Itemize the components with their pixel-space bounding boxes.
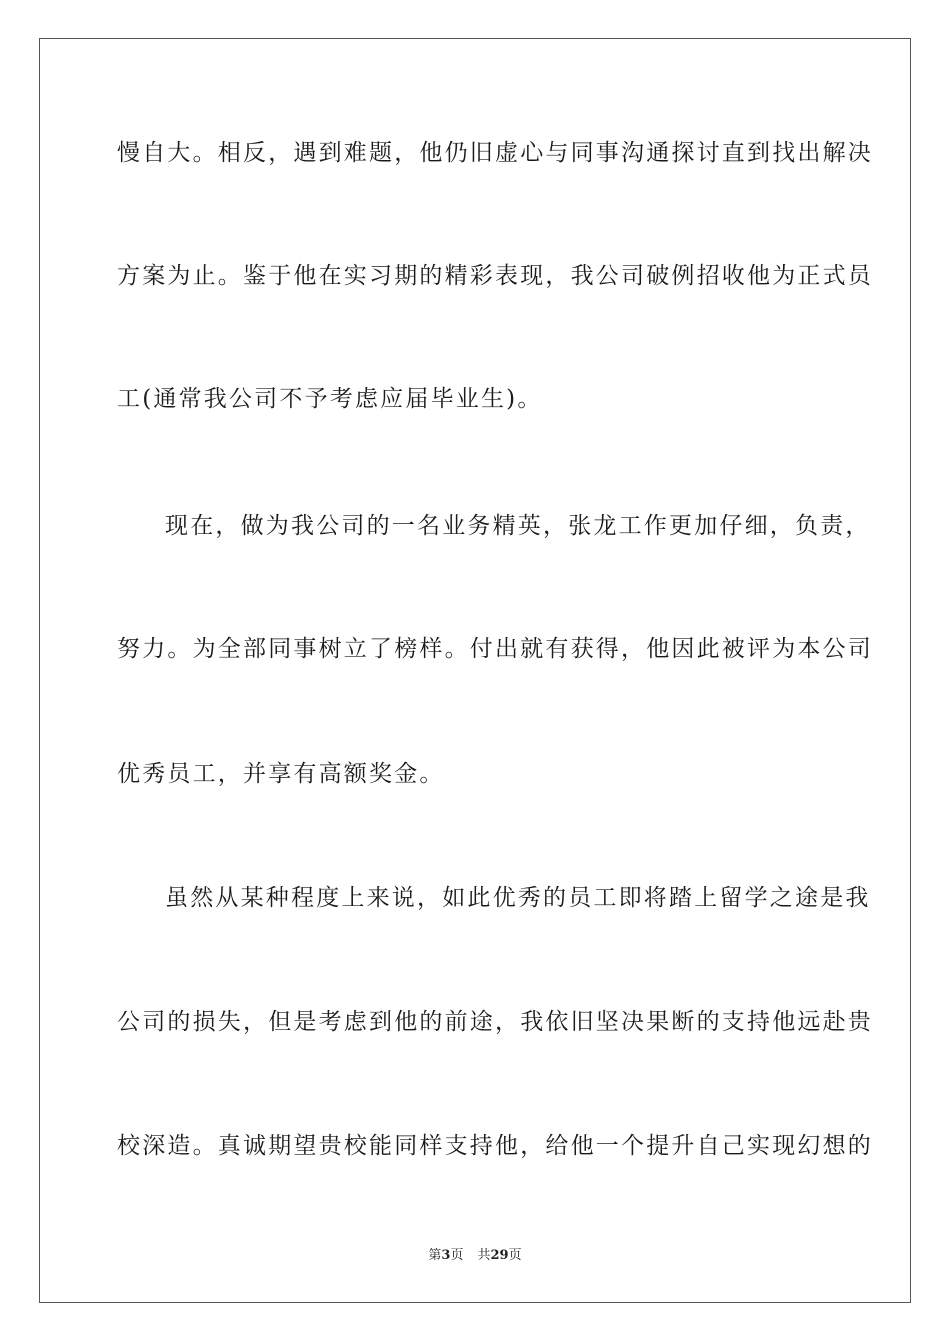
current-page-number: 3 bbox=[441, 1248, 451, 1263]
paragraph-first-line: 虽然从某种程度上来说，如此优秀的员工即将踏上留学之途是我 bbox=[165, 885, 871, 911]
text-line: 校深造。真诚期望贵校能同样支持他，给他一个提升自己实现幻想的 bbox=[117, 1133, 873, 1159]
page-border bbox=[39, 38, 911, 1303]
text-line: 慢自大。相反，遇到难题，他仍旧虚心与同事沟通探讨直到找出解决 bbox=[117, 140, 873, 166]
text-line: 努力。为全部同事树立了榜样。付出就有获得，他因此被评为本公司 bbox=[117, 636, 873, 662]
page-suffix: 页 bbox=[450, 1248, 464, 1263]
page-prefix: 第 bbox=[428, 1248, 442, 1263]
total-suffix: 页 bbox=[508, 1248, 522, 1263]
text-line: 优秀员工，并享有高额奖金。 bbox=[117, 761, 445, 787]
total-pages-number: 29 bbox=[490, 1248, 509, 1263]
page-footer bbox=[0, 1247, 950, 1265]
total-prefix: 共 bbox=[477, 1248, 491, 1263]
text-line: 工(通常我公司不予考虑应届毕业生)。 bbox=[117, 386, 543, 412]
text-line: 公司的损失，但是考虑到他的前途，我依旧坚决果断的支持他远赴贵 bbox=[117, 1009, 873, 1035]
text-line: 方案为止。鉴于他在实习期的精彩表现，我公司破例招收他为正式员 bbox=[117, 263, 873, 289]
paragraph-first-line: 现在，做为我公司的一名业务精英，张龙工作更加仔细，负责， bbox=[165, 513, 871, 539]
